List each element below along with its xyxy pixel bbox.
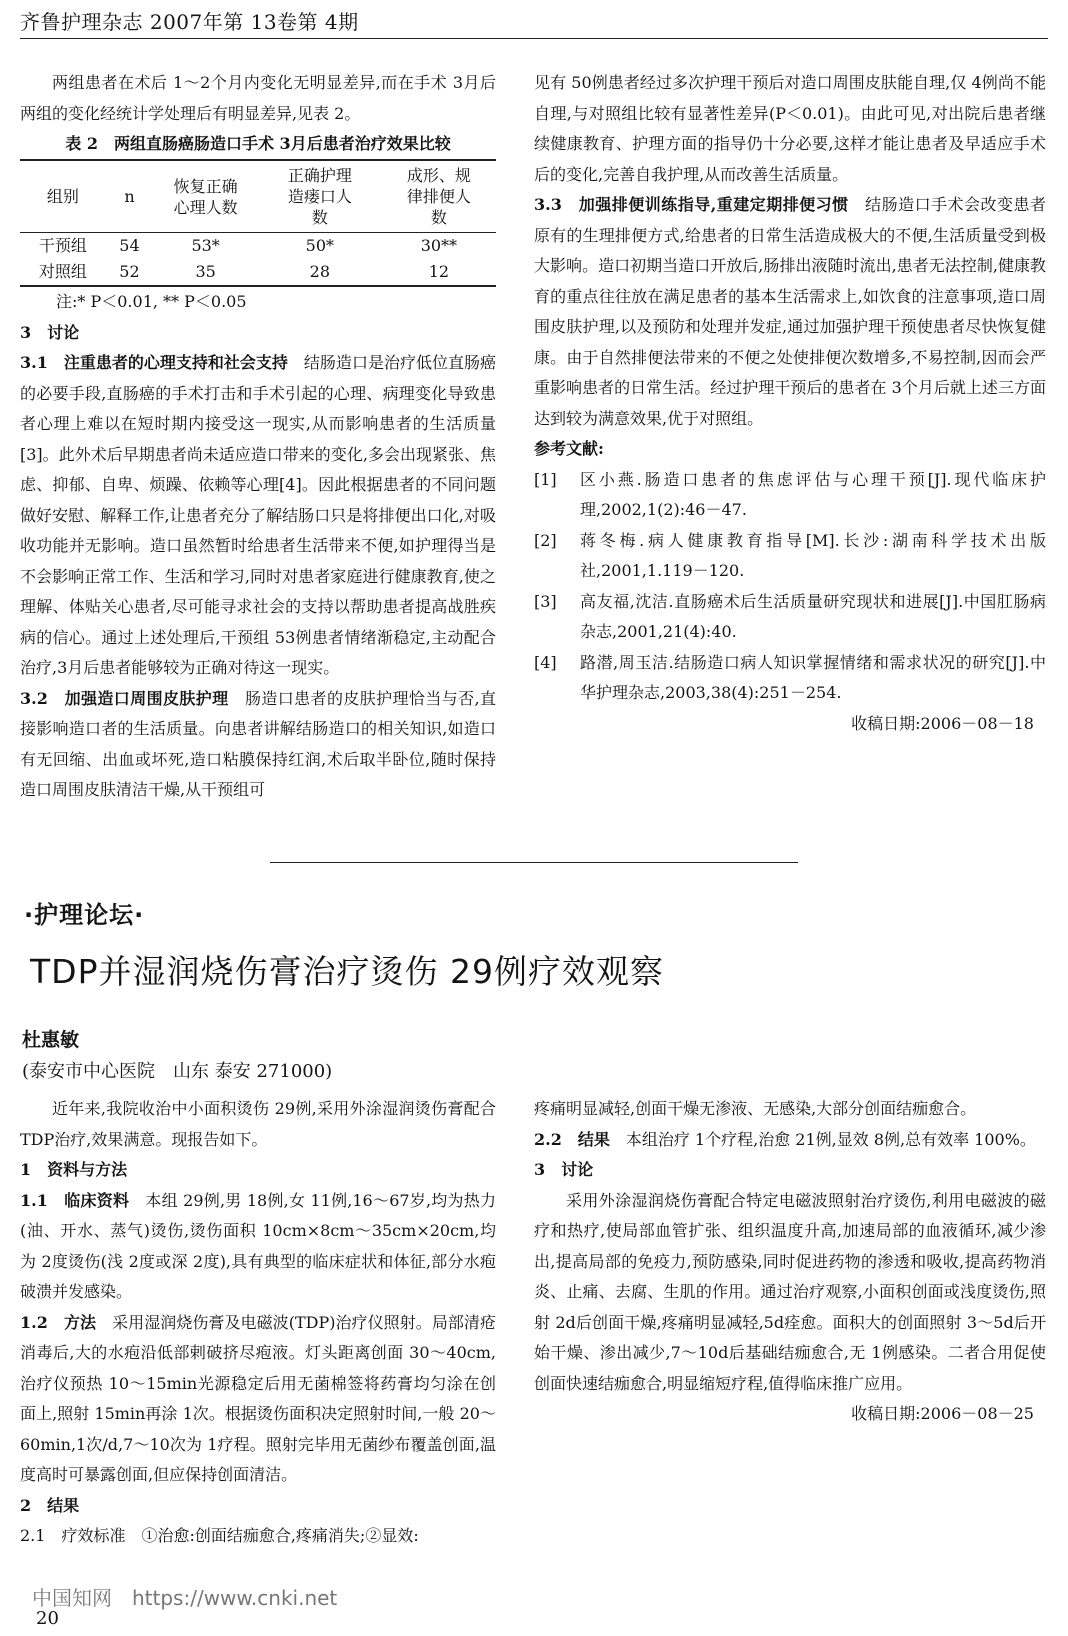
reference-item [534, 526, 1046, 587]
journal-header: 齐鲁护理杂志 2007年第 13卷第 4期 [20, 10, 359, 34]
reference-text: 区小燕.肠造口患者的焦虑评估与心理干预[J].现代临床护理,2002,1(2):46－47. [580, 469, 1046, 519]
reference-number: [1] [534, 469, 557, 489]
article1-right-column [534, 68, 1046, 739]
paragraph-3-1 [20, 348, 496, 684]
references-title: 参考文献: [534, 439, 604, 458]
article1-left-column [20, 68, 496, 806]
table-cell: 干预组 [38, 236, 87, 255]
paragraph-text: 采用湿润烧伤膏及电磁波(TDP)治疗仪照射。局部清疮消毒后,大的水疱沿低部剌破挤尽疱液。灯头距离创面 30～40cm,治疗仪预热 10～15min光源稳定后用无菌棉签将药膏均匀涂在创面上,照射 15min再涂 1次。根据烫伤面积决定照射时间,一般 20～60min,1次/d,7～10次为 1疗程。照射完毕用无菌纱布覆盖创面,温度高时可暴露创面,但应保持创面清洁。 [20, 1312, 496, 1484]
reference-item [534, 648, 1046, 709]
subsection-heading: 1.2 方法 [20, 1312, 97, 1332]
subsection-heading: 1.1 临床资料 [20, 1190, 130, 1210]
subsection-heading: 3.2 加强造口周围皮肤护理 [20, 688, 229, 708]
subsection-heading: 3.3 加强排便训练指导,重建定期排便习惯 [534, 195, 849, 214]
table-cell: 12 [428, 262, 450, 281]
paragraph-1-2 [20, 1308, 496, 1491]
article2-right-column [534, 1094, 1046, 1430]
table-header-cell: 组别 [46, 187, 79, 206]
paragraph-text: 结肠造口手术会改变患者原有的生理排便方式,给患者的日常生活造成极大的不便,生活质量受到极大影响。造口初期当造口开放后,肠排出液随时流出,患者无法控制,健康教育的重点往往放在满足患者的基本生活需求上,如饮食的注意事项,造口周围皮肤护理,以及预防和处理并发症,通过加强护理干预使患者尽快恢复健康。由于自然排便法带来的不便之处使排便次数增多,不易控制,因而会严重影响患者的日常生活。经过护理干预后的患者在 3个月后就上述三方面达到较为满意效果,优于对照组。 [534, 195, 1046, 428]
table-cell: 28 [309, 262, 331, 281]
table-row [20, 259, 496, 286]
table-header-cell: 正确护理造瘘口人数 [287, 166, 352, 227]
article-title: TDP并湿润烧伤膏治疗烫伤 29例疗效观察 [30, 952, 664, 991]
table-cell: 52 [119, 262, 140, 281]
paragraph-intro: 近年来,我院收治中小面积烫伤 29例,采用外涂湿润烫伤膏配合 TDP治疗,效果满意。现报告如下。 [20, 1099, 496, 1149]
received-date: 收稿日期:2006－08－18 [851, 713, 1034, 733]
reference-number: [4] [534, 652, 557, 672]
subsection-heading: 2.2 结果 [534, 1129, 610, 1149]
paragraph-discussion: 采用外涂湿润烧伤膏配合特定电磁波照射治疗烫伤,利用电磁波的磁疗和热疗,使局部血管扩张、组织温度升高,加速局部的血液循环,减少渗出,提高局部的免疫力,预防感染,同时促进药物的渗透和吸收,提高药物消炎、止痛、去腐、生肌的作用。通过治疗观察,小面积创面或浅度烫伤,照射 2d后创面干燥,疼痛明显减轻,5d痊愈。面积大的创面照射 3～5d后开始干燥、渗出减少,7～10d后基础结痂愈合,无 1例感染。二者合用促使创面快速结痂愈合,明显缩短疗程,值得临床推广应用。 [534, 1190, 1046, 1393]
table-cell: 53* [191, 236, 220, 255]
paragraph-text: 肠造口患者的皮肤护理恰当与否,直接影响造口者的生活质量。向患者讲解结肠造口的相关知识,如造口有无回缩、出血或坏死,造口粘膜保持红润,术后取半卧位,随时保持造口周围皮肤清洁干燥,从干预组可 [20, 688, 496, 799]
reference-text: 路潜,周玉洁.结肠造口病人知识掌握情绪和需求状况的研究[J].中华护理杂志,2003,38(4):251－254. [580, 652, 1046, 702]
table-caption: 表 2 两组直肠癌肠造口手术 3月后患者治疗效果比较 [65, 134, 451, 153]
paragraph-3-2 [20, 684, 496, 806]
page-number: 20 [36, 1608, 59, 1629]
paragraph-2-2 [534, 1125, 1046, 1156]
paragraph-2-1: 2.1 疗效标准 ①治愈:创面结痂愈合,疼痛消失;②显效: [20, 1526, 419, 1545]
reference-list [534, 465, 1046, 709]
author-name: 杜惠敏 [22, 1029, 80, 1051]
header-rule [20, 38, 1048, 39]
reference-number: [2] [534, 530, 557, 550]
table-cell: 54 [119, 236, 140, 255]
paragraph-text: 本组治疗 1个疗程,治愈 21例,显效 8例,总有效率 100%。 [609, 1129, 1036, 1149]
received-date: 收稿日期:2006－08－25 [851, 1404, 1034, 1423]
table-cell: 50* [305, 236, 335, 255]
paragraph-text: 结肠造口是治疗低位直肠癌的必要手段,直肠癌的手术打击和手术引起的心理、病理变化导致患者心理上难以在短时期内接受这一现实,从而影响患者的生活质量[3]。此外术后早期患者尚未适应造口带来的变化,多会出现紧张、焦虑、抑郁、自卑、烦躁、依赖等心理[4]。因此根据患者的不同问题做好安慰、解释工作,让患者充分了解结肠口只是将排便出口化,对吸收功能并无影响。造口虽然暂时给患者生活带来不便,如护理得当是不会影响正常工作、生活和学习,同时对患者家庭进行健康教育,使之理解、体贴关心患者,尽可能寻求社会的支持以帮助患者提高战胜疾病的信心。通过上述处理后,干预组 53例患者情绪渐稳定,主动配合治疗,3月后患者能够较为正确对待这一现实。 [20, 353, 496, 677]
cnki-watermark: 中国知网 https://www.cnki.net [32, 1586, 338, 1610]
section-heading: 1 资料与方法 [20, 1160, 128, 1179]
section-heading: 3 讨论 [534, 1160, 594, 1179]
reference-item [534, 587, 1046, 648]
table-note: 注:* P＜0.01, ** P＜0.05 [56, 292, 247, 311]
reference-text: 蒋冬梅.病人健康教育指导[M].长沙:湖南科学技术出版社,2001,1.119－120. [580, 530, 1046, 580]
section-heading: 3 讨论 [20, 322, 80, 342]
table-header-cell: n [124, 187, 135, 206]
table-header-cell: 恢复正确心理人数 [173, 176, 238, 217]
article2-left-column [20, 1094, 496, 1552]
column-label: ·护理论坛· [24, 901, 145, 929]
results-table [20, 159, 496, 287]
paragraph-continued: 见有 50例患者经过多次护理干预后对造口周围皮肤能自理,仅 4例尚不能自理,与对照组比较有显著性差异(P＜0.01)。由此可见,对出院后患者继续健康教育、护理方面的指导仍十分必要,这样才能让患者及早适应手术后的变化,完善自我护理,从而改善生活质量。 [534, 73, 1046, 184]
table-cell: 35 [195, 262, 216, 281]
paragraph-continued: 疼痛明显减轻,创面干燥无渗液、无感染,大部分创面结痂愈合。 [534, 1099, 977, 1118]
subsection-heading: 3.1 注重患者的心理支持和社会支持 [20, 353, 288, 372]
table-cell: 对照组 [38, 262, 87, 281]
reference-number: [3] [534, 591, 557, 611]
paragraph-results-intro: 两组患者在术后 1～2个月内变化无明显差异,而在手术 3月后两组的变化经统计学处理后有明显差异,见表 2。 [20, 73, 496, 123]
reference-text: 高友福,沈洁.直肠癌术后生活质量研究现状和进展[J].中国肛肠病杂志,2001,21(4):40. [580, 591, 1046, 641]
table-row [20, 233, 496, 260]
author-affiliation: (泰安市中心医院 山东 泰安 271000) [22, 1061, 333, 1082]
article-divider [270, 862, 798, 863]
paragraph-3-3 [534, 190, 1046, 434]
reference-item [534, 465, 1046, 526]
table-cell: 30** [420, 236, 458, 255]
paragraph-text: 本组 29例,男 18例,女 11例,16～67岁,均为热力(油、开水、蒸气)烫伤,烫伤面积 10cm×8cm～35cm×20cm,均为 2度烫伤(浅 2度或深 2度),具有典型的临床症状和体征,部分水疱破溃并发感染。 [20, 1190, 496, 1301]
table-header-cell: 成形、规律排便人数 [406, 166, 471, 227]
section-heading: 2 结果 [20, 1495, 80, 1515]
paragraph-1-1 [20, 1186, 496, 1308]
table-header-row [20, 160, 496, 233]
